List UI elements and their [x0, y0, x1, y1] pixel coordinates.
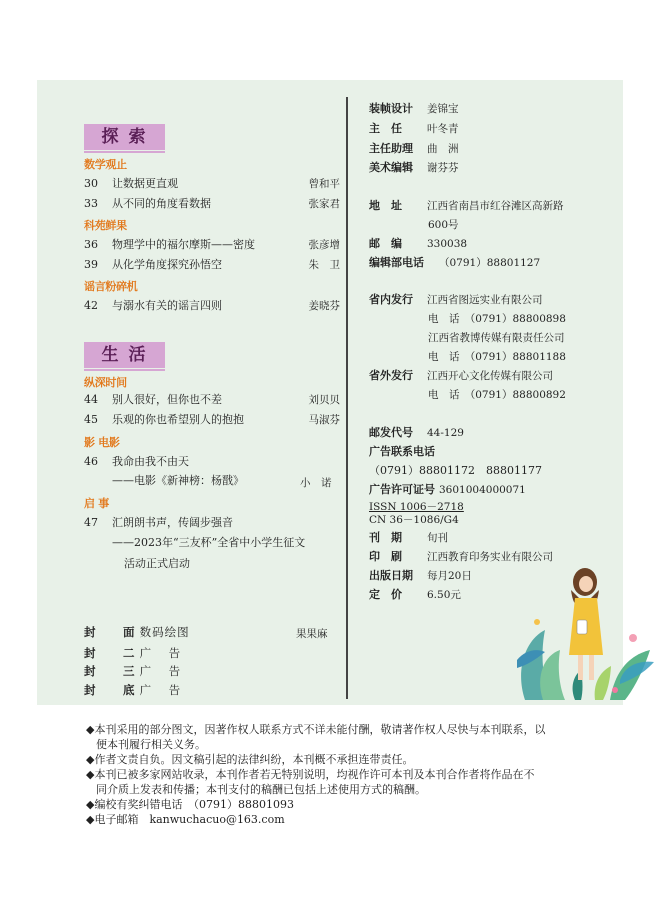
toc-row[interactable]	[84, 392, 340, 408]
toc-author: 小 诺	[300, 477, 332, 489]
postcode-value: 330038	[427, 238, 468, 250]
toc-row[interactable]	[84, 454, 340, 470]
editor-phone-value: （0791）88801127	[439, 257, 541, 269]
period-row	[369, 530, 448, 546]
toc-subtitle: ——电影《新神榜：杨戬》	[112, 474, 244, 487]
toc-row[interactable]	[84, 515, 340, 531]
toc-page: 46	[84, 455, 98, 468]
price-label: 定 价	[369, 588, 402, 601]
date-label: 出版日期	[369, 569, 413, 582]
column-head-label: 数学观止	[84, 158, 127, 171]
issn-block	[369, 501, 464, 527]
toc-title: 汇朗朗书声，传阔步强音	[112, 516, 233, 529]
note-line: ◆电子邮箱 kanwuchacuo@163.com	[86, 813, 285, 826]
toc-subtitle-cont: 活动正式启动	[124, 557, 190, 570]
postal-code-row	[369, 425, 464, 441]
staff-value: 曲 洲	[427, 143, 459, 155]
girl-with-plants-illustration	[515, 560, 654, 705]
toc-author: 马淑芬	[308, 414, 340, 426]
staff-row	[369, 121, 459, 137]
note-line: ◆编校有奖纠错电话 （0791）88801093	[86, 798, 294, 811]
ad-phone-label	[369, 444, 459, 460]
toc-title: 别人很好，但你也不差	[112, 393, 222, 406]
domestic-phone-row	[428, 349, 566, 365]
column-head	[84, 374, 127, 390]
phone-label: 电 话	[428, 389, 460, 401]
cover-row	[84, 645, 183, 661]
domestic-row	[369, 292, 543, 308]
toc-author: 刘贝贝	[308, 394, 340, 406]
cn-value: CN 36－1086/G4	[369, 514, 459, 526]
toc-author: 曾和平	[308, 178, 340, 190]
toc-row[interactable]	[84, 196, 340, 212]
address-label: 地 址	[369, 199, 402, 212]
external-row	[369, 368, 553, 384]
toc-page: 30	[84, 177, 98, 190]
editor-phone-label: 编辑部电话	[369, 256, 424, 269]
toc-row[interactable]	[84, 412, 340, 428]
phone-value: （0791）88800898	[470, 313, 566, 325]
printer-value: 江西教育印务实业有限公司	[427, 551, 553, 563]
column-head-label: 纵深时间	[84, 376, 127, 389]
toc-row[interactable]	[84, 298, 340, 314]
ad-phone-value: （0791）88801172 88801177	[369, 464, 542, 477]
toc-title: 物理学中的福尔摩斯——密度	[112, 238, 255, 251]
toc-author: 张彦增	[308, 239, 340, 251]
cover-value: 广 告	[139, 683, 184, 697]
external-label: 省外发行	[369, 369, 413, 382]
external-phone-row	[428, 387, 566, 403]
toc-page: 47	[84, 516, 98, 529]
postal-code-value: 44-129	[427, 427, 464, 439]
date-value: 每月20日	[427, 570, 472, 582]
price-value: 6.50元	[427, 589, 461, 601]
ad-license-label: 广告许可证号	[369, 483, 435, 496]
cover-label: 封 底	[84, 683, 143, 697]
cover-row	[84, 624, 190, 640]
toc-author: 张家君	[308, 198, 340, 210]
cover-label: 封 三	[84, 664, 143, 678]
column-head-label: 启 事	[84, 497, 109, 510]
toc-title: 我命由我不由天	[112, 455, 189, 468]
cover-author: 果果麻	[296, 628, 328, 640]
ad-phone-label-text: 广告联系电话	[369, 445, 435, 458]
printer-label: 印 刷	[369, 550, 402, 563]
note-line: 便本刊履行相关义务。	[96, 738, 206, 751]
staff-row	[369, 141, 459, 157]
staff-value: 叶冬青	[427, 123, 459, 135]
staff-label: 主 任	[369, 122, 402, 135]
toc-page: 33	[84, 197, 98, 210]
section-title-explore: 探索	[84, 124, 165, 150]
date-row	[369, 568, 472, 584]
toc-page: 45	[84, 413, 98, 426]
column-divider	[346, 97, 348, 699]
toc-row[interactable]	[84, 176, 340, 192]
toc-title: 乐观的你也希望别人的抱抱	[112, 413, 244, 426]
staff-value: 谢芬芬	[427, 162, 459, 174]
phone-label: 电 话	[428, 351, 460, 363]
price-row	[369, 587, 461, 603]
column-head	[84, 495, 109, 511]
column-head	[84, 434, 120, 450]
cover-label: 封 二	[84, 646, 143, 660]
toc-title: 从不同的角度看数据	[112, 197, 211, 210]
staff-value: 姜锦宝	[427, 103, 459, 115]
cover-value: 广 告	[139, 664, 184, 678]
postcode-label: 邮 编	[369, 237, 402, 250]
staff-row	[369, 160, 459, 176]
toc-title: 让数据更直观	[112, 177, 178, 190]
issn-value: ISSN 1006－2718	[369, 501, 464, 513]
cover-value: 数码绘图	[139, 625, 190, 639]
domestic-name-2: 江西省教博传媒有限责任公司	[428, 332, 565, 344]
period-label: 刊 期	[369, 531, 402, 544]
toc-author: 姜晓芬	[308, 300, 340, 312]
note-line: ◆作者文责自负。因文稿引起的法律纠纷，本刊概不承担连带责任。	[86, 753, 414, 766]
note-line: ◆本刊已被多家网站收录，本刊作者若无特别说明，均视作许可本刊及本刊合作者将作品在不	[86, 768, 535, 781]
toc-subtitle: ——2023年“三友杯”全省中小学生征文	[112, 536, 306, 549]
phone-value: （0791）88801188	[470, 351, 566, 363]
column-head	[84, 217, 127, 233]
note-line: ◆本刊采用的部分图文，因著作权人联系方式不详未能付酬，敬请著作权人尽快与本刊联系，以	[86, 723, 546, 736]
domestic-name: 江西省图远实业有限公司	[427, 294, 543, 306]
address-value-cont: 600号	[428, 219, 459, 231]
phone-label: 电 话	[428, 313, 460, 325]
toc-row[interactable]	[84, 257, 340, 273]
cover-label: 封 面	[84, 625, 143, 639]
toc-row[interactable]	[84, 237, 340, 253]
staff-row	[369, 101, 459, 117]
toc-author: 朱 卫	[308, 259, 340, 271]
staff-label: 装帧设计	[369, 102, 413, 115]
toc-title: 从化学角度探究孙悟空	[112, 258, 222, 271]
section-title-life: 生活	[84, 342, 165, 368]
toc-page: 44	[84, 393, 98, 406]
toc-title: 与溺水有关的谣言四则	[112, 299, 222, 312]
column-head-label: 科苑鲜果	[84, 219, 127, 232]
external-name: 江西开心文化传媒有限公司	[427, 370, 553, 382]
domestic-phone-row	[428, 311, 566, 327]
address-row	[369, 198, 564, 214]
ad-license-row	[369, 482, 526, 498]
note-line: 同介质上发表和传播；本刊支付的稿酬已包括上述使用方式的稿酬。	[96, 783, 426, 796]
column-head-label: 影 电影	[84, 436, 120, 449]
editor-phone-row	[369, 255, 540, 271]
cover-row	[84, 663, 183, 679]
staff-label: 主任助理	[369, 142, 413, 155]
staff-label: 美术编辑	[369, 161, 413, 174]
column-head	[84, 156, 127, 172]
period-value: 旬刊	[427, 532, 448, 544]
postal-code-label: 邮发代号	[369, 426, 413, 439]
phone-value: （0791）88800892	[470, 389, 566, 401]
ad-license-value: 3601004000071	[439, 484, 526, 496]
column-head	[84, 278, 138, 294]
cover-row	[84, 682, 183, 698]
toc-page: 36	[84, 238, 98, 251]
cover-value: 广 告	[139, 646, 184, 660]
girl-figure-icon	[569, 568, 603, 680]
toc-page: 42	[84, 299, 98, 312]
toc-page: 39	[84, 258, 98, 271]
column-head-label: 谣言粉碎机	[84, 280, 138, 293]
domestic-label: 省内发行	[369, 293, 413, 306]
address-value: 江西省南昌市红谷滩区高新路	[427, 200, 564, 212]
postcode-row	[369, 236, 467, 252]
